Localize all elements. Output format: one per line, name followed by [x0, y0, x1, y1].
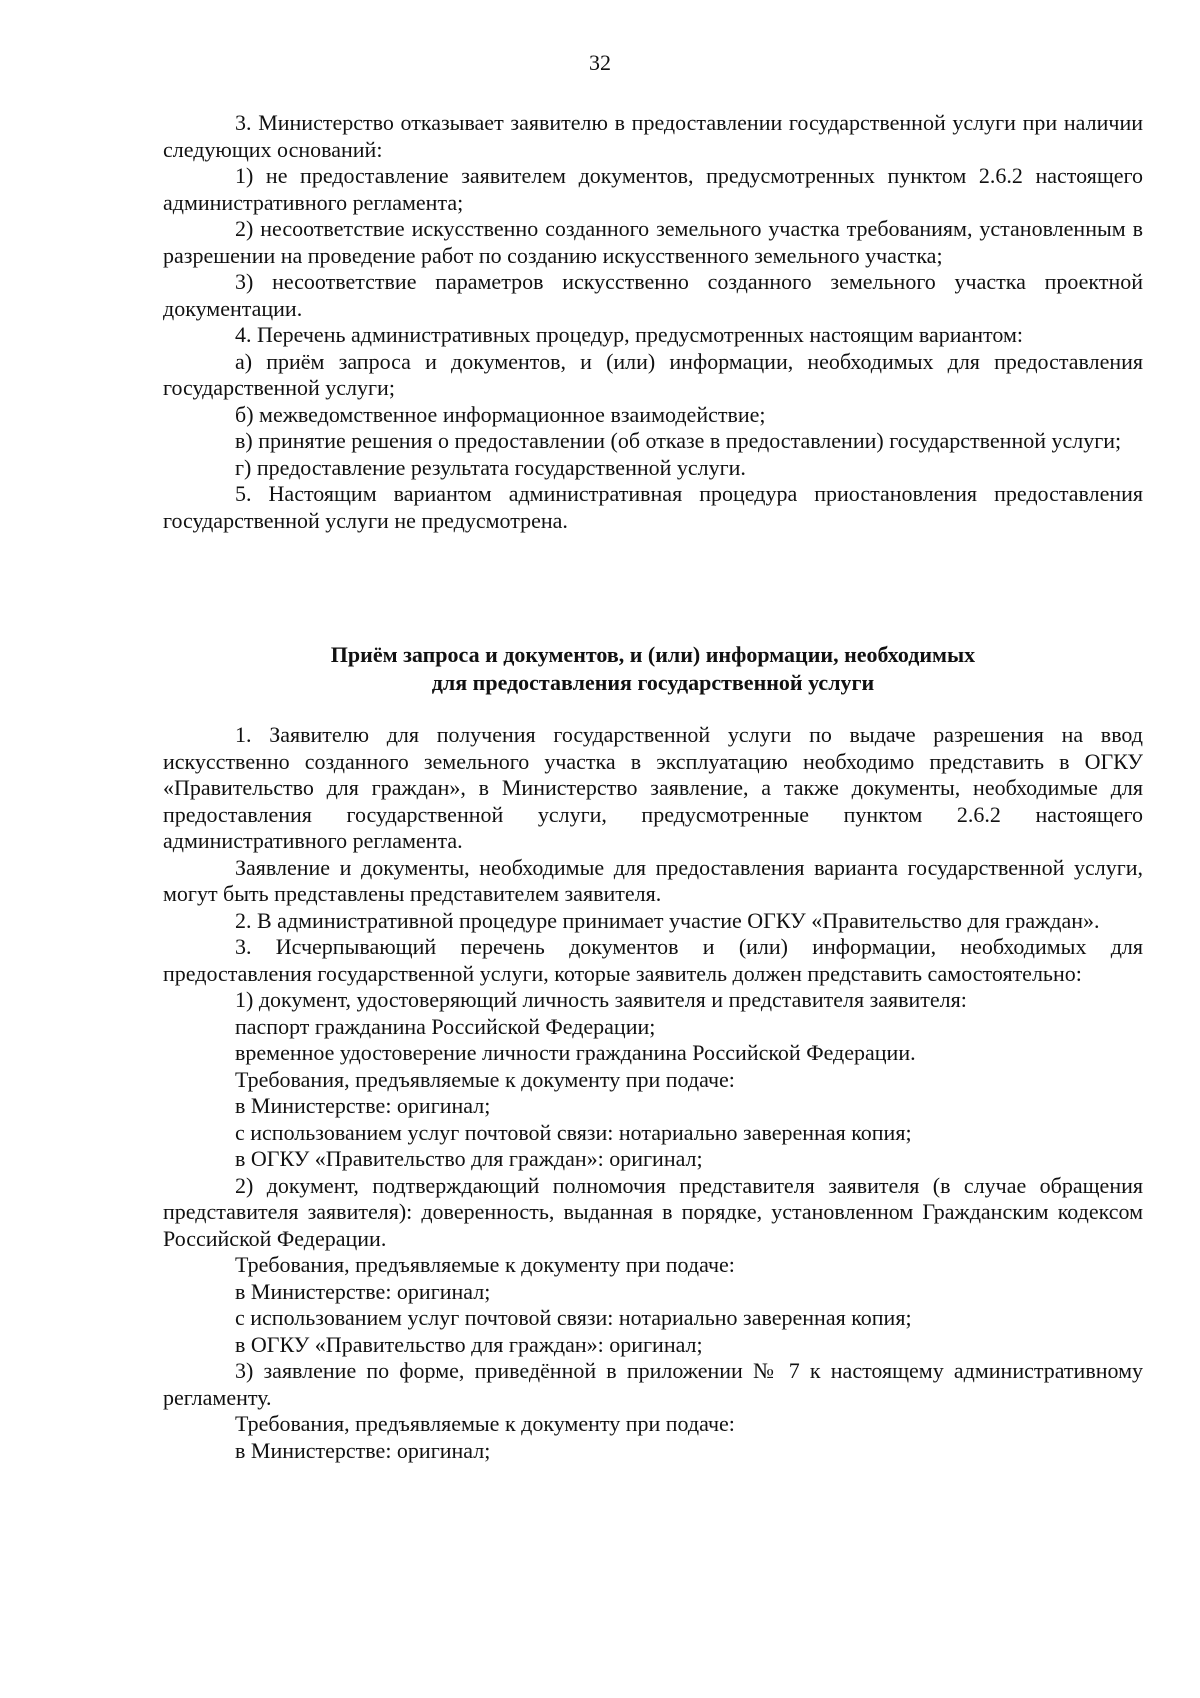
- paragraph: г) предоставление результата государственной услуги.: [235, 454, 746, 480]
- paragraph: в Министерстве: оригинал;: [235, 1278, 491, 1304]
- paragraph: с использованием услуг почтовой связи: нотариально заверенная копия;: [235, 1305, 912, 1330]
- paragraph: 2) несоответствие искусственно созданного земельного участка требованиям, установленным в разрешении на проведение работ по созданию искусственного земельного участка;: [163, 216, 1143, 268]
- paragraph: Требования, предъявляемые к документу при подаче:: [235, 1066, 735, 1092]
- paragraph: 3) несоответствие параметров искусственно созданного земельного участка проектной документации.: [163, 269, 1143, 321]
- paragraph: 4. Перечень административных процедур, предусмотренных настоящим вариантом:: [235, 322, 1023, 347]
- paragraph: в Министерстве: оригинал;: [235, 1437, 491, 1463]
- paragraph: временное удостоверение личности гражданина Российской Федерации.: [235, 1040, 916, 1065]
- paragraph: 1) не предоставление заявителем документов, предусмотренных пунктом 2.6.2 настоящего административного регламента;: [163, 163, 1143, 215]
- paragraph: в Министерстве: оригинал;: [235, 1093, 491, 1118]
- paragraph: 1) документ, удостоверяющий личность заявителя и представителя заявителя:: [235, 987, 967, 1012]
- paragraph: Требования, предъявляемые к документу при подаче:: [235, 1411, 735, 1436]
- paragraph: 2) документ, подтверждающий полномочия представителя заявителя (в случае обращения представителя заявителя): доверенность, выданная в порядке, установленном Гражданским кодексом Российской Федерации.: [163, 1172, 1143, 1251]
- paragraph: б) межведомственное информационное взаимодействие;: [235, 401, 766, 427]
- paragraph: паспорт гражданина Российской Федерации;: [235, 1013, 656, 1039]
- paragraph: 1. Заявителю для получения государственной услуги по выдаче разрешения на ввод искусственно созданного земельного участка в эксплуатацию необходимо представить в ОГКУ «Правительство для граждан», в Министерство заявление, а также документы, необходимые для предоставления государственной услуги, предусмотренные пунктом 2.6.2 настоящего административного регламента.: [163, 722, 1143, 853]
- section-heading-line: для предоставления государственной услуги: [431, 670, 875, 695]
- paragraph: а) приём запроса и документов, и (или) информации, необходимых для предоставления государственной услуги;: [163, 348, 1143, 400]
- paragraph: 5. Настоящим вариантом административная процедура приостановления предоставления государственной услуги не предусмотрена.: [163, 481, 1143, 533]
- bottom-text-block: [163, 722, 1143, 1464]
- paragraph: в ОГКУ «Правительство для граждан»: оригинал;: [235, 1146, 703, 1171]
- top-text-block: [163, 110, 1143, 534]
- paragraph: с использованием услуг почтовой связи: нотариально заверенная копия;: [235, 1119, 912, 1145]
- paragraph: 3. Министерство отказывает заявителю в предоставлении государственной услуги при наличии следующих оснований:: [163, 110, 1143, 162]
- paragraph: Требования, предъявляемые к документу при подаче:: [235, 1252, 735, 1277]
- paragraph: Заявление и документы, необходимые для предоставления варианта государственной услуги, могут быть представлены представителем заявителя.: [163, 854, 1143, 906]
- section-heading-line: Приём запроса и документов, и (или) информации, необходимых: [330, 642, 976, 667]
- paragraph: в) принятие решения о предоставлении (об отказе в предоставлении) государственной услуги;: [235, 428, 1122, 453]
- section-heading: [163, 641, 1143, 697]
- paragraph: 3. Исчерпывающий перечень документов и (или) информации, необходимых для предоставления государственной услуги, которые заявитель должен представить самостоятельно:: [163, 934, 1143, 986]
- paragraph: 2. В административной процедуре принимает участие ОГКУ «Правительство для граждан».: [235, 907, 1100, 933]
- paragraph: 3) заявление по форме, приведённой в приложении № 7 к настоящему административному регламенту.: [163, 1358, 1143, 1410]
- paragraph: в ОГКУ «Правительство для граждан»: оригинал;: [235, 1331, 703, 1357]
- page-number: 32: [589, 50, 611, 75]
